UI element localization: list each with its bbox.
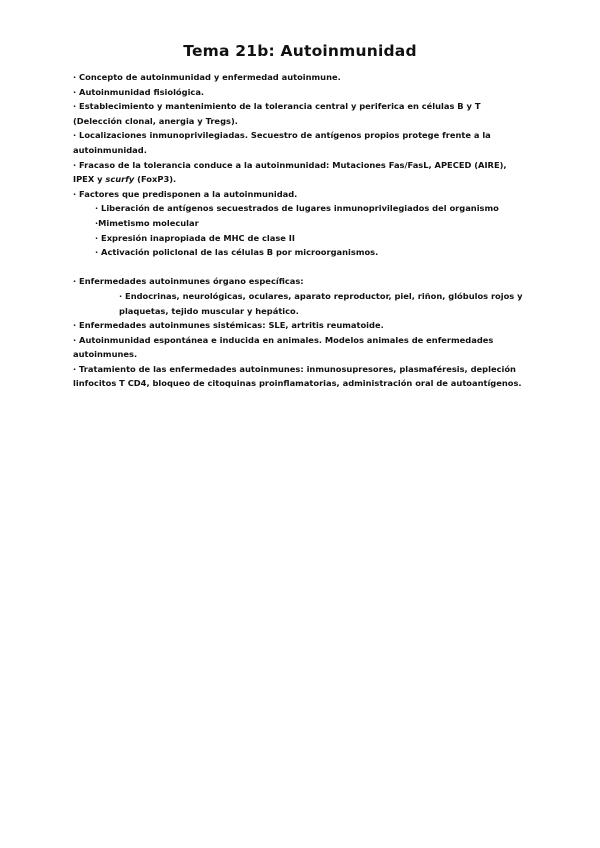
list-item-concepto: · Concepto de autoinmunidad y enfermedad autoinmune. — [73, 72, 341, 82]
ipex-text: IPEX y — [73, 174, 106, 185]
list-item-tolerancia: · Establecimiento y mantenimiento de la tolerancia central y periferica en células B y T — [73, 101, 481, 112]
list-item-tolerancia-cont: (Delección clonal, anergia y Tregs). — [73, 115, 238, 126]
list-item-sistemicas: · Enfermedades autoinmunes sistémicas: SLE, artritis reumatoide. — [73, 320, 384, 331]
sublist-item-endocrinas-cont: plaquetas, tejido muscular y hepático. — [119, 305, 299, 316]
sublist-item-endocrinas: · Endocrinas, neurológicas, oculares, aparato reproductor, piel, riñon, glóbulos rojos y — [119, 290, 523, 301]
list-item-factores: · Factores que predisponen a la autoinmunidad. — [73, 188, 298, 199]
sublist-item-liberacion: · Liberación de antígenos secuestrados de lugares inmunoprivilegiados del organismo — [95, 203, 499, 214]
list-item-tratamiento: · Tratamiento de las enfermedades autoinmunes: inmunosupresores, plasmaféresis, depleción — [73, 363, 516, 374]
list-item-fracaso-cont — [73, 172, 523, 187]
list-item-animales-cont: autoinmunes. — [73, 349, 138, 360]
list-item-tratamiento-cont: linfocitos T CD4, bloqueo de citoquinas proinflamatorias, administración oral de autoantígenos. — [73, 378, 522, 389]
list-item-fracaso: · Fracaso de la tolerancia conduce a la autoinmunidad: Mutaciones Fas/FasL, APECED (AIRE), — [73, 159, 507, 170]
scurfy-text: scurfy — [105, 174, 135, 185]
page-title: Tema 21b: Autoinmunidad — [183, 42, 417, 60]
spacer — [73, 260, 523, 275]
list-item-animales: · Autoinmunidad espontánea e inducida en animales. Modelos animales de enfermedades — [73, 334, 494, 345]
foxp3-text: (FoxP3). — [134, 174, 177, 185]
list-item-fisiologica: · Autoinmunidad fisiológica. — [73, 86, 205, 97]
sublist-item-mhc: · Expresión inapropiada de MHC de clase II — [95, 232, 295, 243]
topic-list — [73, 70, 523, 391]
list-item-inmunoprivilegiadas: · Localizaciones inmunoprivilegiadas. Secuestro de antígenos propios protege frente a la — [73, 130, 491, 141]
list-item-organo-especificas: · Enfermedades autoinmunes órgano específicas: — [73, 276, 304, 287]
sublist-item-mimetismo: ·Mimetismo molecular — [95, 217, 199, 228]
list-item-inmunoprivilegiadas-cont: autoinmunidad. — [73, 144, 147, 155]
sublist-item-activacion: · Activación policlonal de las células B por microorganismos. — [95, 247, 379, 258]
